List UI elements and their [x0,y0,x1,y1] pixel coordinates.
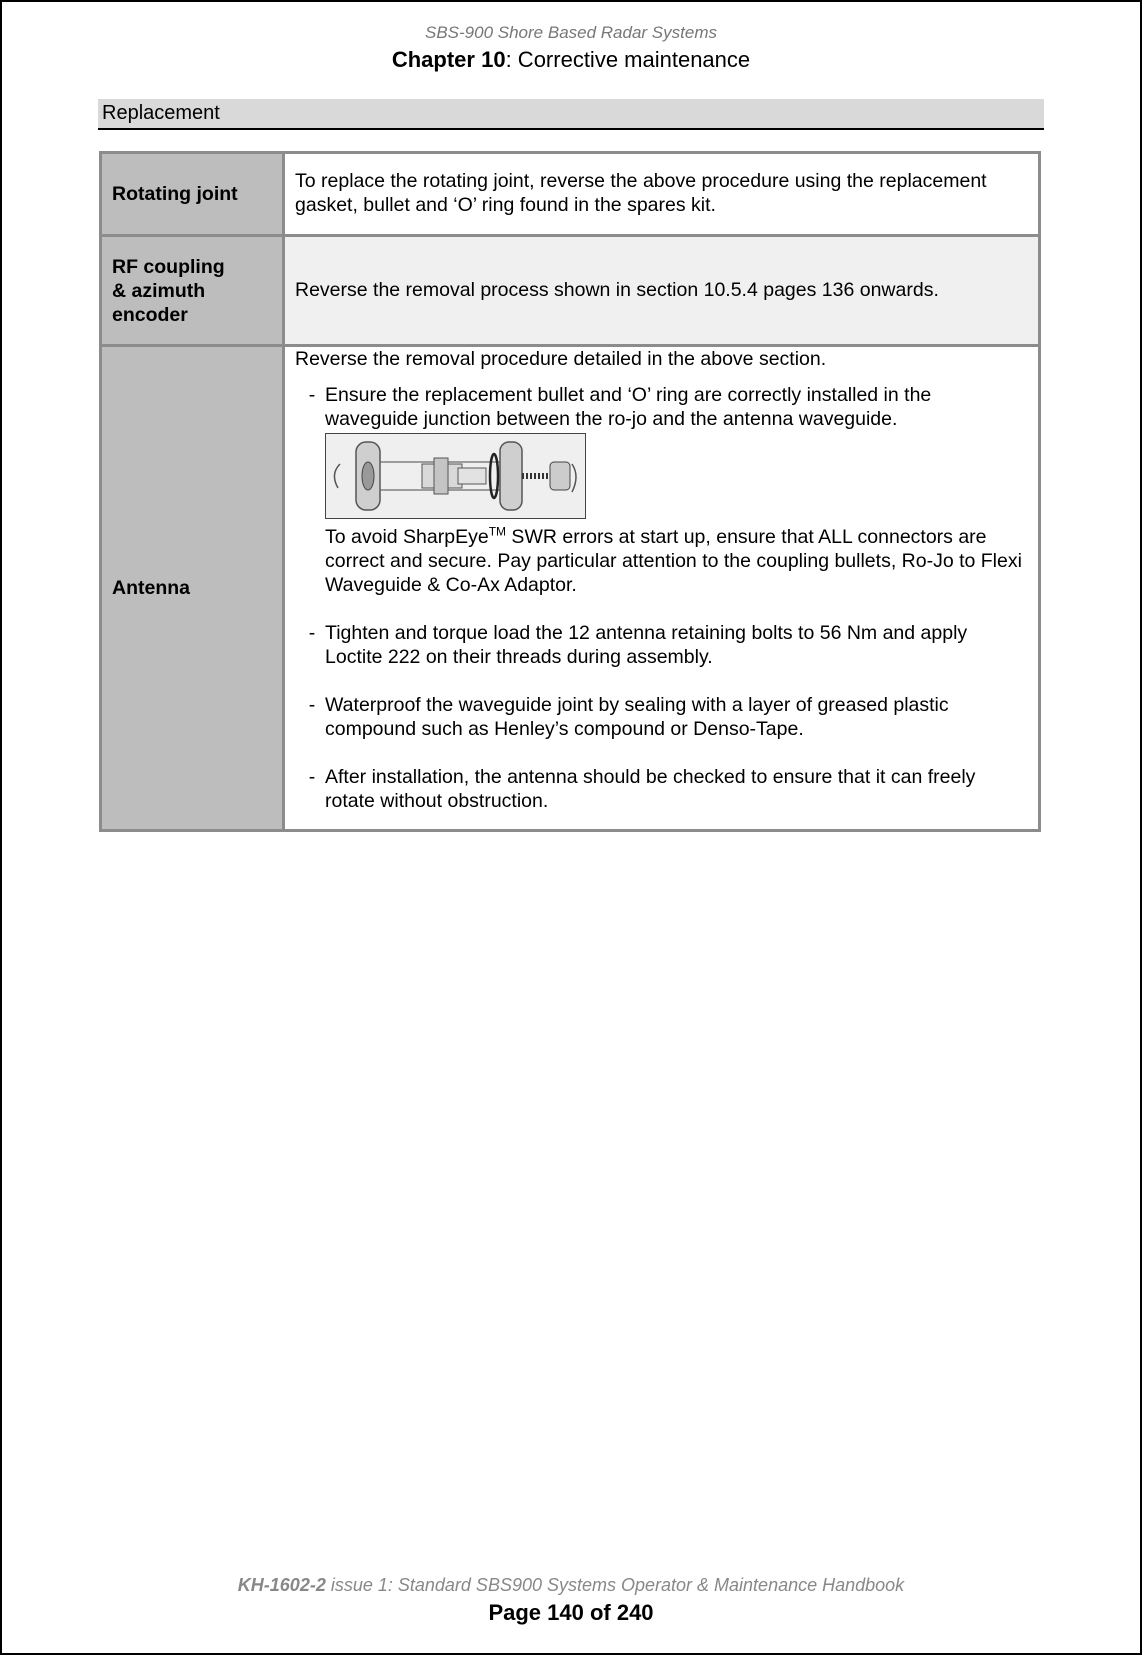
row-label-line: encoder [112,303,188,326]
list-dash: - [308,766,316,788]
chapter-number: Chapter 10 [391,47,506,72]
list-item [295,383,1024,597]
footer-doc-code: KH-1602-2 [237,1575,326,1595]
section-header-replacement: Replacement [98,99,1044,130]
table-row-rotating-joint [101,153,1040,236]
row-label-line: RF coupling [112,255,225,278]
list-item [295,765,1024,813]
list-dash: - [308,694,316,716]
row-label: Rotating joint [101,153,284,236]
row-text: To replace the rotating joint, reverse the above procedure using the replacement gasket, bullet and ‘O’ ring found in the spares kit. [284,153,1040,236]
row-label-line: & azimuth [112,279,206,302]
row-content [284,346,1040,831]
list-item-text: After installation, the antenna should be checked to ensure that it can freely rotate without obstruction. [325,766,976,812]
document-title: SBS-900 Shore Based Radar Systems [425,23,717,42]
table-row-rf-coupling [101,236,1040,346]
row-label: Antenna [101,346,284,831]
trademark-mark: TM [488,524,507,539]
list-item [295,693,1024,741]
sharpeye-note [325,525,1024,597]
footer-document-reference [0,1575,1142,1596]
list-item-text: Tighten and torque load the 12 antenna retaining bolts to 56 Nm and apply Loctite 222 on their threads during assembly. [325,622,968,668]
antenna-intro: Reverse the removal procedure detailed in the above section. [295,348,827,370]
note-text: To avoid SharpEye [325,526,489,548]
row-text: Reverse the removal process shown in section 10.5.4 pages 136 onwards. [284,236,1040,346]
chapter-name: : Corrective maintenance [505,47,751,72]
chapter-title [0,47,1142,73]
waveguide-bullet-drawing [326,434,585,518]
waveguide-bullet-diagram [325,433,586,519]
note-text: SWR errors at start up, ensure that ALL connectors are correct and secure. Pay particular attention to the coupling bullets, Ro-Jo to Flexi Waveguide & Co-Ax Adaptor. [325,526,1022,596]
list-dash: - [308,384,316,406]
page-number: Page 140 of 240 [488,1600,654,1625]
table-row-antenna [101,346,1040,831]
list-item [295,621,1024,669]
footer-doc-title: issue 1: Standard SBS900 Systems Operator & Maintenance Handbook [325,1575,905,1595]
replacement-procedure-table [99,151,1041,832]
list-item-text: Ensure the replacement bullet and ‘O’ ring are correctly installed in the waveguide junction between the ro-jo and the antenna waveguide. [325,384,932,430]
row-label [101,236,284,346]
list-dash: - [308,622,316,644]
list-item-text: Waterproof the waveguide joint by sealing with a layer of greased plastic compound such as Henley’s compound or Denso-Tape. [325,694,949,740]
